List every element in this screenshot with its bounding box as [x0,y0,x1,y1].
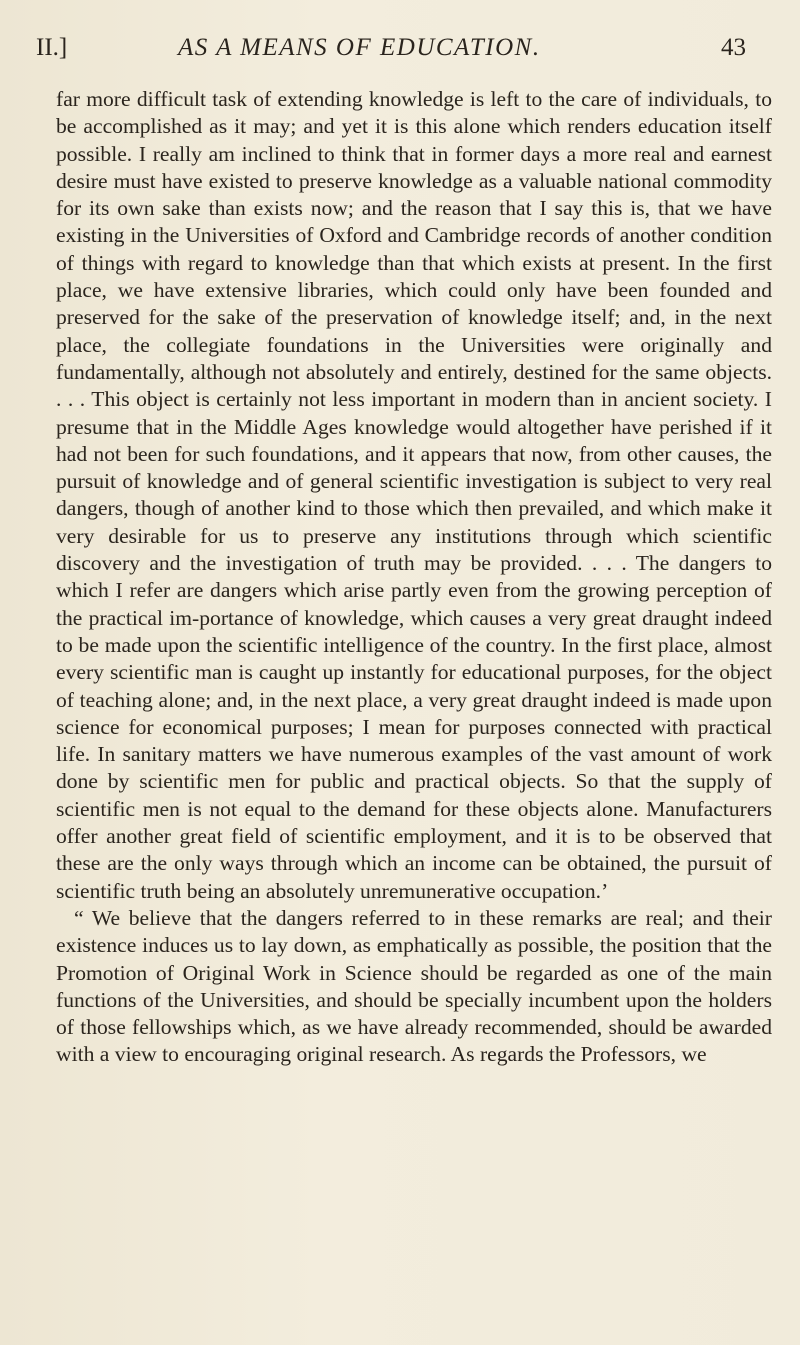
chapter-marker: II.] [36,34,68,61]
body-text [56,86,772,1069]
paragraph-1: far more difficult task of extending knowledge is left to the care of individuals, to be accomplished as it may; and yet it is this alone which renders education itself possible. I really am inclined to think that in former days a more real and earnest desire must have existed to preserve knowledge as a valuable national commodity for its own sake than exists now; and the reason that I say this is, that we have existing in the Universities of Oxford and Cambridge records of another condition of things with regard to knowledge than that which exists at present. In the first place, we have extensive libraries, which could only have been founded and preserved for the sake of the preservation of knowledge itself; and, in the next place, the collegiate foundations in the Universities were originally and fundamentally, although not absolutely and entirely, destined for the same objects. . . . This object is certainly not less important in modern than in ancient society. I presume that in the Middle Ages knowledge would altogether have perished if it had not been for such foundations, and it appears that now, from other causes, the pursuit of knowledge and of general scientific investigation is subject to very real dangers, though of another kind to those which then prevailed, and which make it very desirable for us to preserve any institutions through which scientific discovery and the investigation of truth may be provided. . . . The dangers to which I refer are dangers which arise partly even from the growing perception of the practical im-portance of knowledge, which causes a very great draught indeed to be made upon the scientific intelligence of the country. In the first place, almost every scientific man is caught up instantly for educational purposes, for the object of teaching alone; and, in the next place, a very great draught indeed is made upon science for economical purposes; I mean for purposes connected with practical life. In sanitary matters we have numerous examples of the vast amount of work done by scientific men for public and practical objects. So that the supply of scientific men is not equal to the demand for these objects alone. Manufacturers offer another great field of scientific employment, and it is to be observed that these are the only ways through which an income can be obtained, the pursuit of scientific truth being an absolutely unremunerative occupation.’ [56,87,772,903]
running-head [36,34,746,70]
paragraph-2: “ We believe that the dangers referred to in these remarks are real; and their existence induces us to lay down, as emphatically as possible, the position that the Promotion of Original Work in Science should be regarded as one of the main functions of the Universities, and should be specially incumbent upon the holders of those fellowships which, as we have already recommended, should be awarded with a view to encouraging original research. As regards the Professors, we [56,905,772,1067]
running-title: AS A MEANS OF EDUCATION. [178,34,541,61]
page-number: 43 [721,34,746,61]
